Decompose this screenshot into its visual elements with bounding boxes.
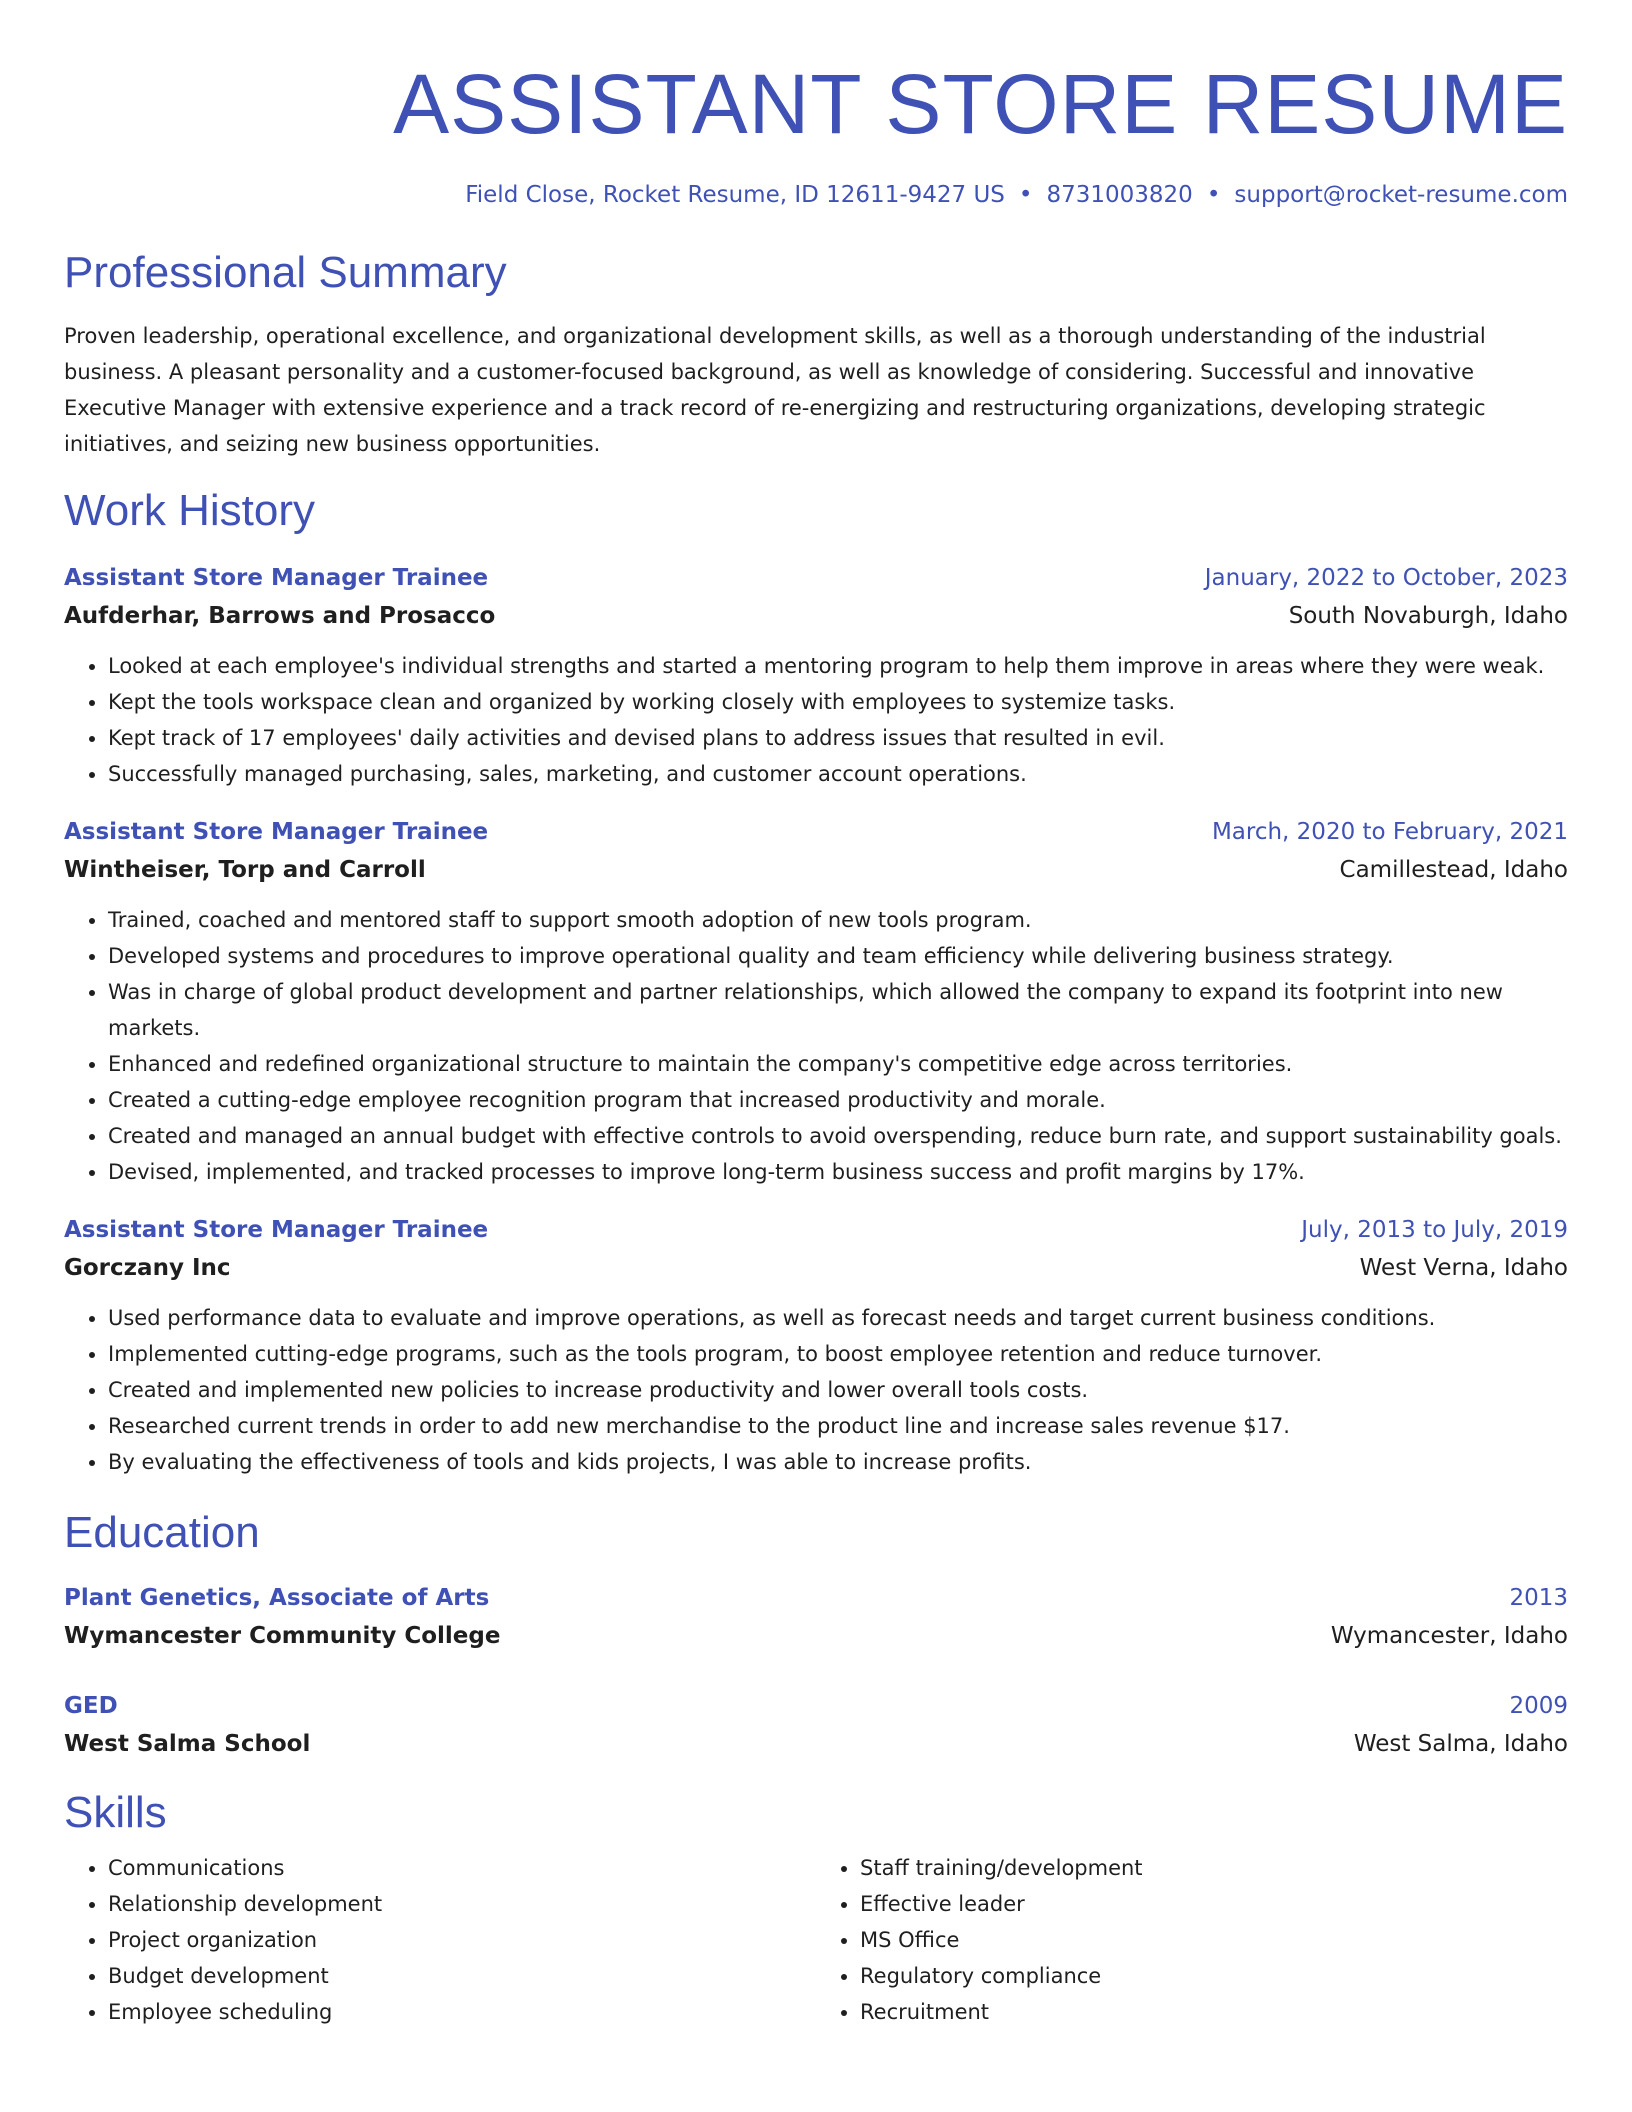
education-location: Wymancester, Idaho: [1330, 1623, 1568, 1649]
skill-item: • Recruitment: [860, 1994, 1568, 2030]
contact-phone: 8731003820: [1046, 182, 1193, 208]
skill-item: • Regulatory compliance: [860, 1958, 1568, 1994]
job-title: Assistant Store Manager Trainee: [64, 565, 489, 591]
resume-name: ASSISTANT STORE RESUME: [393, 57, 1568, 151]
job-location: South Novaburgh, Idaho: [1288, 603, 1568, 629]
skills-list-left: [64, 1850, 816, 2030]
job-bullet: • By evaluating the effectiveness of tools and kids projects, I was able to increase profits.: [108, 1444, 1568, 1480]
education-school: West Salma School: [64, 1731, 311, 1757]
job-bullet: • Enhanced and redefined organizational structure to maintain the company's competitive edge across territories.: [108, 1046, 1568, 1082]
work-history-section: [64, 484, 1568, 1480]
education-school: Wymancester Community College: [64, 1623, 501, 1649]
job-bullet: • Kept track of 17 employees' daily activities and devised plans to address issues that resulted in evil.: [108, 720, 1568, 756]
section-title-education: Education: [64, 1508, 260, 1557]
job-bullet: • Implemented cutting-edge programs, such as the tools program, to boost employee retention and reduce turnover.: [108, 1336, 1568, 1372]
skills-columns: [64, 1850, 1568, 2030]
skill-item: • Staff training/development: [860, 1850, 1568, 1886]
skill-item: • Communications: [108, 1850, 816, 1886]
job-title: Assistant Store Manager Trainee: [64, 1217, 489, 1243]
job-dates: July, 2013 to July, 2019: [1301, 1217, 1568, 1243]
job-bullet: • Kept the tools workspace clean and organized by working closely with employees to systemize tasks.: [108, 684, 1568, 720]
education-degree: Plant Genetics, Associate of Arts: [64, 1585, 490, 1611]
job-entry: [64, 1212, 1568, 1480]
education-entry: [64, 1580, 1568, 1656]
skill-item: • Effective leader: [860, 1886, 1568, 1922]
job-location: West Verna, Idaho: [1359, 1255, 1568, 1281]
skills-section: [64, 1786, 1568, 2030]
job-bullet: • Looked at each employee's individual strengths and started a mentoring program to help them improve in areas where they were weak.: [108, 648, 1568, 684]
contact-separator: •: [1206, 182, 1221, 208]
education-degree: GED: [64, 1693, 118, 1719]
education-location: West Salma, Idaho: [1353, 1731, 1568, 1757]
skill-item: • Relationship development: [108, 1886, 816, 1922]
job-bullet: • Used performance data to evaluate and improve operations, as well as forecast needs and target current business conditions.: [108, 1300, 1568, 1336]
skill-item: • Project organization: [108, 1922, 816, 1958]
contact-line: [64, 182, 1568, 208]
job-bullets: [64, 1300, 1568, 1480]
job-location: Camillestead, Idaho: [1339, 857, 1568, 883]
section-title-skills: Skills: [64, 1788, 167, 1837]
job-bullet: • Trained, coached and mentored staff to support smooth adoption of new tools program.: [108, 902, 1568, 938]
job-company: Aufderhar, Barrows and Prosacco: [64, 603, 496, 629]
skill-item: • Employee scheduling: [108, 1994, 816, 2030]
contact-address: Field Close, Rocket Resume, ID 12611-9427 US: [465, 182, 1005, 208]
job-bullet: • Developed systems and procedures to improve operational quality and team efficiency while delivering business strategy.: [108, 938, 1568, 974]
job-bullet: • Successfully managed purchasing, sales, marketing, and customer account operations.: [108, 756, 1568, 792]
summary-section: [64, 246, 1568, 462]
job-bullet: • Created and implemented new policies to increase productivity and lower overall tools costs.: [108, 1372, 1568, 1408]
resume-header: [64, 0, 1568, 208]
job-title: Assistant Store Manager Trainee: [64, 819, 489, 845]
job-entry: [64, 814, 1568, 1190]
skill-item: • Budget development: [108, 1958, 816, 1994]
job-bullet: • Created and managed an annual budget with effective controls to avoid overspending, reduce burn rate, and support sustainability goals.: [108, 1118, 1568, 1154]
job-bullets: [64, 902, 1568, 1190]
job-bullet: • Was in charge of global product development and partner relationships, which allowed the company to expand its footprint into new markets.: [108, 974, 1568, 1046]
summary-text: Proven leadership, operational excellence, and organizational development skills, as well as a thorough understanding of the industrial business. A pleasant personality and a customer-focused background, as well as knowledge of considering. Successful and innovative Executive Manager with extensive experience and a track record of re-energizing and restructuring organizations, developing strategic initiatives, and seizing new business opportunities.: [64, 324, 1486, 456]
job-bullets: [64, 648, 1568, 792]
education-year: 2009: [1509, 1693, 1568, 1719]
contact-email[interactable]: support@rocket-resume.com: [1234, 182, 1568, 208]
job-dates: March, 2020 to February, 2021: [1211, 819, 1568, 845]
job-company: Gorczany Inc: [64, 1255, 231, 1281]
skill-item: • MS Office: [860, 1922, 1568, 1958]
education-entry: [64, 1688, 1568, 1764]
job-bullet: • Researched current trends in order to add new merchandise to the product line and increase sales revenue $17.: [108, 1408, 1568, 1444]
section-title-summary: Professional Summary: [64, 248, 507, 297]
job-bullet: • Created a cutting-edge employee recognition program that increased productivity and morale.: [108, 1082, 1568, 1118]
education-year: 2013: [1509, 1585, 1568, 1611]
job-bullet: • Devised, implemented, and tracked processes to improve long-term business success and profit margins by 17%.: [108, 1154, 1568, 1190]
contact-separator: •: [1018, 182, 1033, 208]
section-title-work: Work History: [64, 486, 315, 535]
skills-list-right: [816, 1850, 1568, 2030]
education-section: [64, 1506, 1568, 1764]
job-dates: January, 2022 to October, 2023: [1204, 565, 1568, 591]
job-entry: [64, 560, 1568, 792]
job-company: Wintheiser, Torp and Carroll: [64, 857, 426, 883]
